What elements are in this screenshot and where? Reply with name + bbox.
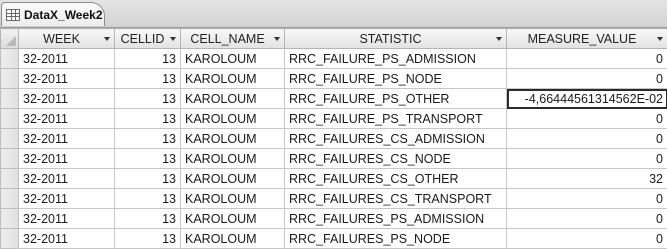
row-selector[interactable] <box>1 89 19 109</box>
cell-cell-name[interactable]: KAROLOUM <box>181 209 285 229</box>
row-selector[interactable] <box>1 169 19 189</box>
object-tab-bar <box>0 0 667 28</box>
dropdown-arrow-icon[interactable] <box>104 37 110 41</box>
cell-cellid[interactable]: 13 <box>115 69 181 89</box>
cell-measure-value[interactable]: 0 <box>507 189 667 209</box>
row-selector[interactable] <box>1 69 19 89</box>
dropdown-arrow-icon[interactable] <box>170 37 176 41</box>
table-row[interactable] <box>1 109 667 129</box>
cell-measure-value-selected[interactable]: -4,66444561314562E-02 <box>507 89 667 109</box>
cell-week[interactable]: 32-2011 <box>19 149 115 169</box>
table-row[interactable] <box>1 169 667 189</box>
table-row[interactable] <box>1 69 667 89</box>
table-tab[interactable] <box>1 2 105 26</box>
cell-cell-name[interactable]: KAROLOUM <box>181 69 285 89</box>
row-selector[interactable] <box>1 49 19 69</box>
cell-measure-value[interactable]: 0 <box>507 49 667 69</box>
cell-week[interactable]: 32-2011 <box>19 49 115 69</box>
cell-cellid[interactable]: 13 <box>115 109 181 129</box>
cell-week[interactable]: 32-2011 <box>19 189 115 209</box>
table-row[interactable] <box>1 149 667 169</box>
cell-statistic[interactable]: RRC_FAILURES_PS_ADMISSION <box>285 209 507 229</box>
cell-cell-name[interactable]: KAROLOUM <box>181 89 285 109</box>
row-selector[interactable] <box>1 229 19 249</box>
cell-week[interactable]: 32-2011 <box>19 129 115 149</box>
cell-cellid[interactable]: 13 <box>115 189 181 209</box>
cell-measure-value[interactable]: 0 <box>507 129 667 149</box>
table-tab-label: DataX_Week2 <box>24 7 103 22</box>
cell-measure-value[interactable]: 0 <box>507 149 667 169</box>
cell-week[interactable]: 32-2011 <box>19 229 115 249</box>
cell-cellid[interactable]: 13 <box>115 229 181 249</box>
cell-statistic[interactable]: RRC_FAILURE_PS_NODE <box>285 69 507 89</box>
select-all-corner[interactable] <box>1 29 19 49</box>
cell-measure-value[interactable]: 0 <box>507 109 667 129</box>
cell-cellid[interactable]: 13 <box>115 89 181 109</box>
cell-statistic[interactable]: RRC_FAILURES_CS_OTHER <box>285 169 507 189</box>
table-row[interactable] <box>1 189 667 209</box>
row-selector[interactable] <box>1 189 19 209</box>
cell-statistic[interactable]: RRC_FAILURES_CS_ADMISSION <box>285 129 507 149</box>
table-icon <box>6 9 20 21</box>
dropdown-arrow-icon[interactable] <box>496 37 502 41</box>
row-selector[interactable] <box>1 129 19 149</box>
cell-statistic[interactable]: RRC_FAILURE_PS_ADMISSION <box>285 49 507 69</box>
cell-measure-value[interactable]: 0 <box>507 229 667 249</box>
cell-week[interactable]: 32-2011 <box>19 69 115 89</box>
cell-measure-value[interactable]: 32 <box>507 169 667 189</box>
cell-cellid[interactable]: 13 <box>115 49 181 69</box>
cell-statistic[interactable]: RRC_FAILURES_PS_NODE <box>285 229 507 249</box>
row-selector[interactable] <box>1 109 19 129</box>
cell-week[interactable]: 32-2011 <box>19 209 115 229</box>
table-row[interactable] <box>1 89 667 109</box>
cell-statistic[interactable]: RRC_FAILURE_PS_OTHER <box>285 89 507 109</box>
cell-cell-name[interactable]: KAROLOUM <box>181 129 285 149</box>
select-all-icon <box>6 36 16 46</box>
cell-cellid[interactable]: 13 <box>115 149 181 169</box>
cell-week[interactable]: 32-2011 <box>19 169 115 189</box>
table-row[interactable] <box>1 209 667 229</box>
cell-cell-name[interactable]: KAROLOUM <box>181 49 285 69</box>
column-header-statistic[interactable]: STATISTIC <box>285 29 507 49</box>
row-selector[interactable] <box>1 209 19 229</box>
column-header-cell-name[interactable]: CELL_NAME <box>181 29 285 49</box>
table-row[interactable] <box>1 129 667 149</box>
table-row[interactable] <box>1 229 667 249</box>
cell-cellid[interactable]: 13 <box>115 129 181 149</box>
cell-measure-value[interactable]: 0 <box>507 209 667 229</box>
cell-cell-name[interactable]: KAROLOUM <box>181 189 285 209</box>
dropdown-arrow-icon[interactable] <box>657 37 663 41</box>
cell-cell-name[interactable]: KAROLOUM <box>181 149 285 169</box>
column-header-cellid[interactable]: CELLID <box>115 29 181 49</box>
cell-cell-name[interactable]: KAROLOUM <box>181 229 285 249</box>
cell-cellid[interactable]: 13 <box>115 209 181 229</box>
table-row[interactable] <box>1 49 667 69</box>
datasheet-grid <box>0 28 667 249</box>
column-header-week[interactable]: WEEK <box>19 29 115 49</box>
cell-cell-name[interactable]: KAROLOUM <box>181 169 285 189</box>
cell-week[interactable]: 32-2011 <box>19 89 115 109</box>
cell-statistic[interactable]: RRC_FAILURE_PS_TRANSPORT <box>285 109 507 129</box>
cell-week[interactable]: 32-2011 <box>19 109 115 129</box>
cell-statistic[interactable]: RRC_FAILURES_CS_NODE <box>285 149 507 169</box>
cell-statistic[interactable]: RRC_FAILURES_CS_TRANSPORT <box>285 189 507 209</box>
cell-cell-name[interactable]: KAROLOUM <box>181 109 285 129</box>
dropdown-arrow-icon[interactable] <box>274 37 280 41</box>
row-selector[interactable] <box>1 149 19 169</box>
cell-measure-value[interactable]: 0 <box>507 69 667 89</box>
cell-cellid[interactable]: 13 <box>115 169 181 189</box>
column-header-measure-value[interactable]: MEASURE_VALUE <box>507 29 667 49</box>
